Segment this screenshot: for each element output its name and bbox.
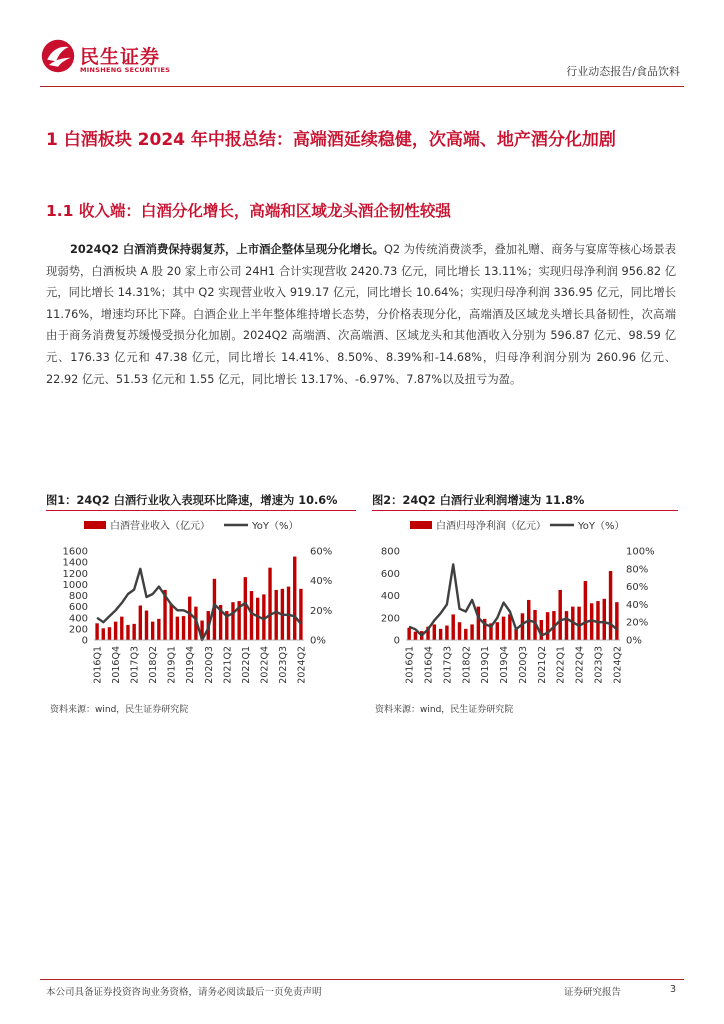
y-left-tick-label: 400 xyxy=(68,613,88,625)
x-tick-label: 2019Q4 xyxy=(185,646,197,684)
bar xyxy=(615,602,618,640)
y-left-tick-label: 800 xyxy=(380,546,400,558)
y-right-tick-label: 80% xyxy=(626,564,649,576)
x-tick-label: 2017Q3 xyxy=(442,646,454,684)
bar xyxy=(433,624,436,640)
bar xyxy=(151,622,154,640)
x-tick-label: 2016Q4 xyxy=(423,646,435,684)
x-tick-label: 2022Q4 xyxy=(259,646,271,684)
bar xyxy=(565,611,568,640)
y-left-tick-label: 1200 xyxy=(62,568,88,580)
y-right-tick-label: 60% xyxy=(626,582,649,594)
bar xyxy=(514,629,517,640)
footer-disclaimer: 本公司具备证券投资咨询业务资格，请务必阅读最后一页免责声明 xyxy=(46,987,322,998)
footer-report-type: 证券研究报告 xyxy=(563,987,621,998)
y-right-tick-label: 0% xyxy=(626,635,642,647)
bar xyxy=(275,590,278,640)
bar xyxy=(596,601,599,640)
figure-1-title: 图1：24Q2 白酒行业收入表现环比降速，增速为 10.6% xyxy=(46,494,338,507)
bar xyxy=(414,632,417,640)
x-tick-label: 2018Q2 xyxy=(148,646,160,684)
x-tick-label: 2022Q1 xyxy=(555,646,567,684)
bar xyxy=(139,606,142,640)
x-tick-label: 2020Q3 xyxy=(517,646,529,684)
bar xyxy=(584,581,587,640)
bar xyxy=(299,589,302,640)
bar xyxy=(407,628,410,640)
figure-2-rule xyxy=(372,510,678,511)
bar xyxy=(145,611,148,640)
x-tick-label: 2022Q4 xyxy=(574,646,586,684)
legend-line-label: YoY（%） xyxy=(252,521,299,532)
bar xyxy=(521,613,524,640)
legend-line-label: YoY（%） xyxy=(578,521,625,532)
bar xyxy=(250,591,253,640)
bar xyxy=(445,626,448,640)
x-tick-label: 2019Q1 xyxy=(166,646,178,684)
x-tick-label: 2023Q3 xyxy=(593,646,605,684)
x-tick-label: 2016Q4 xyxy=(111,646,123,684)
paragraph-lead: 2024Q2 白酒消费保持弱复苏，上市酒企整体呈现分化增长。 xyxy=(70,243,384,256)
bar xyxy=(540,620,543,640)
x-tick-label: 2019Q4 xyxy=(499,646,511,684)
x-tick-label: 2017Q3 xyxy=(129,646,141,684)
bar xyxy=(496,622,499,640)
x-tick-label: 2024Q2 xyxy=(612,646,624,684)
y-left-tick-label: 800 xyxy=(68,591,88,602)
bar xyxy=(287,587,290,640)
figure-1-source: 资料来源：wind，民生证券研究院 xyxy=(50,705,189,715)
bar xyxy=(188,597,191,640)
logo-text-en: MINSHENG SECURITIES xyxy=(80,66,171,74)
report-category: 行业动态报告/食品饮料 xyxy=(566,65,680,78)
subsection-heading: 1.1 收入端：白酒分化增长，高端和区域龙头酒企韧性较强 xyxy=(46,202,451,220)
y-right-tick-label: 60% xyxy=(310,546,333,558)
y-right-tick-label: 20% xyxy=(310,605,333,617)
bar xyxy=(102,628,105,640)
bar xyxy=(293,557,296,640)
y-left-tick-label: 600 xyxy=(380,568,400,580)
bar xyxy=(170,604,173,640)
legend-bar-swatch xyxy=(84,521,106,529)
bar xyxy=(609,571,612,640)
x-tick-label: 2018Q2 xyxy=(461,646,473,684)
legend-bar-swatch xyxy=(410,521,432,529)
bar xyxy=(558,590,561,640)
x-tick-label: 2016Q1 xyxy=(92,646,104,684)
bar xyxy=(126,625,129,640)
bar xyxy=(120,617,123,640)
section-heading: 1 白酒板块 2024 年中报总结：高端酒延续稳健，次高端、地产酒分化加剧 xyxy=(46,130,616,150)
bar xyxy=(157,619,160,640)
bar xyxy=(603,599,606,640)
chart-2 xyxy=(372,514,678,699)
x-tick-label: 2024Q2 xyxy=(296,646,308,684)
bar xyxy=(546,612,549,640)
x-tick-label: 2022Q1 xyxy=(240,646,252,684)
body-paragraph xyxy=(46,239,676,390)
y-left-tick-label: 1000 xyxy=(62,579,88,591)
bar xyxy=(182,616,185,640)
y-right-tick-label: 0% xyxy=(310,635,326,647)
figure-2-title: 图2：24Q2 白酒行业利润增速为 11.8% xyxy=(372,494,585,507)
bar xyxy=(108,627,111,640)
bar xyxy=(439,629,442,640)
bar xyxy=(470,624,473,640)
bar xyxy=(268,568,271,640)
y-left-tick-label: 1600 xyxy=(62,546,88,558)
legend-bar-label: 白酒营业收入（亿元） xyxy=(110,521,210,532)
y-left-tick-label: 600 xyxy=(68,602,88,614)
logo-text-cn: 民生证券 xyxy=(80,46,161,68)
bar xyxy=(176,617,179,640)
x-tick-label: 2020Q3 xyxy=(203,646,215,684)
chart-1 xyxy=(46,514,356,699)
bar xyxy=(244,577,247,640)
bar xyxy=(256,598,259,640)
page-number: 3 xyxy=(669,984,676,995)
y-left-tick-label: 1400 xyxy=(62,557,88,569)
header-divider xyxy=(40,86,684,87)
figure-1-rule xyxy=(46,510,356,511)
bar xyxy=(114,622,117,640)
bar xyxy=(132,624,135,640)
bar xyxy=(502,617,505,640)
bar xyxy=(231,602,234,640)
y-right-tick-label: 100% xyxy=(626,546,655,558)
figure-2-source: 资料来源：wind，民生证券研究院 xyxy=(375,705,514,715)
paragraph-body: Q2 为传统消费淡季，叠加礼赠、商务与宴席等核心场景表现弱势，白酒板块 A 股 20 家上市公司 24H1 合计实现营收 2420.73 亿元，同比增长 13.11%；实现归母净利润 956.82 亿元，同比增长 14.31%；其中 Q2 实现营业收入 919.17 亿元，同比增长 10.64%；实现归母净利润 336.95 亿元，同比增长 11.76%，增速均环比下降。白酒企业上半年整体维持增长态势，分价格表现分化，高端酒及区域龙头增长具备韧性，次高端由于商务消费复苏缓慢受损分化加剧。2024Q2 高端酒、次高端酒、区域龙头和其他酒收入分别为 596.87 亿元、98.59 亿元、176.33 亿元和 47.38 亿元，同比增长 14.41%、8.50%、8.39%和-14.68%，归母净利润分别为 260.96 亿元、22.92 亿元、51.53 亿元和 1.55 亿元，同比增长 13.17%、-6.97%、7.87%以及扭亏为盈。 xyxy=(46,243,676,386)
bar xyxy=(451,614,454,640)
y-right-tick-label: 40% xyxy=(310,576,333,588)
x-tick-label: 2016Q1 xyxy=(404,646,416,684)
bar xyxy=(464,629,467,640)
y-left-tick-label: 200 xyxy=(68,624,88,636)
footer-divider xyxy=(40,979,684,980)
y-left-tick-label: 0 xyxy=(393,635,400,647)
bar xyxy=(95,623,98,640)
y-left-tick-label: 200 xyxy=(380,613,400,625)
minsheng-logo-icon xyxy=(40,38,76,74)
x-tick-label: 2023Q3 xyxy=(277,646,289,684)
y-left-tick-label: 0 xyxy=(81,635,88,647)
y-right-tick-label: 20% xyxy=(626,617,649,629)
legend-bar-label: 白酒归母净利润（亿元） xyxy=(436,521,546,532)
y-right-tick-label: 40% xyxy=(626,599,649,611)
x-tick-label: 2019Q1 xyxy=(480,646,492,684)
bar xyxy=(458,622,461,640)
x-tick-label: 2021Q2 xyxy=(222,646,234,684)
bar xyxy=(577,607,580,640)
x-tick-label: 2021Q2 xyxy=(536,646,548,684)
y-left-tick-label: 400 xyxy=(380,591,400,602)
